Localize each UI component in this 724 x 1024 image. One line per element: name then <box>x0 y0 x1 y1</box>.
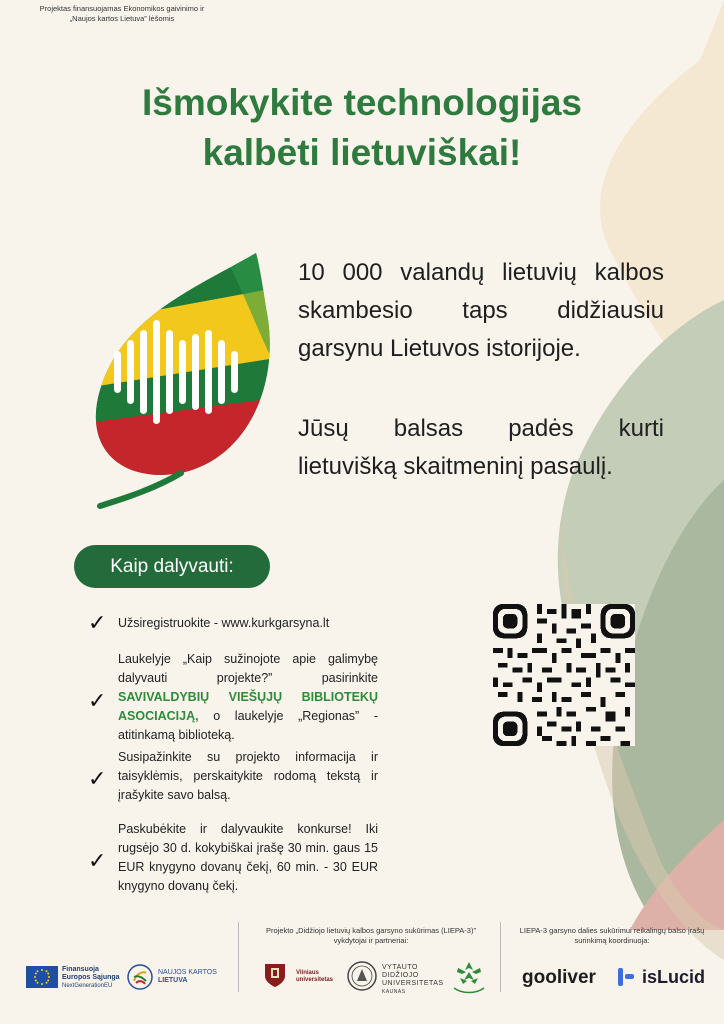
steps-list <box>88 612 378 910</box>
intro-paragraph-2 <box>298 410 664 486</box>
step-item <box>88 612 378 650</box>
qr-code[interactable] <box>493 604 635 746</box>
logo-text: Finansuoja <box>62 966 99 973</box>
footer-divider <box>238 922 239 992</box>
logo-text: KAUNAS <box>382 989 406 995</box>
logo-text: VYTAUTO <box>382 964 418 971</box>
gooliver-logo: gooliver <box>522 967 596 988</box>
how-to-participate-badge: Kaip dalyvauti: <box>74 545 270 588</box>
vdu-seal-icon <box>346 960 378 992</box>
logo-text: universitetas <box>296 977 334 983</box>
intro-line: 10 000 valandų lietuvių kalbos <box>298 259 664 286</box>
footer-partners-note <box>246 926 496 946</box>
islucid-logo: isLucid <box>642 967 706 987</box>
step-text-part: o laukelyje „Regionas” - atitinkamą biblioteką. <box>118 709 378 742</box>
logo-text: NAUJOS KARTOS <box>158 969 217 976</box>
logo-text: UNIVERSITETAS <box>382 980 444 987</box>
footer-text: LIEPA-3 garsyno dalies sukūrimui reikalingų balso įrašų <box>519 926 705 935</box>
step-text: Paskubėkite ir dalyvaukite konkurse! Iki rugsėjo 30 d. kokybiškai įrašę 30 min. gaus 15 EUR knygyno dovanų čekį, 60 min. - 30 EUR knygyno dovanų čekį. <box>118 822 378 893</box>
islucid-logo-icon <box>616 966 636 988</box>
naujos-kartos-lietuva-logo-icon <box>126 963 154 991</box>
step-item <box>88 748 378 820</box>
vilniaus-universitetas-crest-icon <box>260 960 290 990</box>
checkmark-icon: ✓ <box>88 848 107 873</box>
footer-text: „Naujos kartos Lietuva” lėšomis <box>69 14 175 23</box>
library-association-highlight: SAVIVALDYBIŲ VIEŠŲJŲ BIBLIOTEKŲ ASOCIACIJĄ, <box>118 690 378 723</box>
checkmark-icon: ✓ <box>88 688 107 713</box>
intro-line: garsynu Lietuvos istorijoje. <box>298 335 581 362</box>
logo-text: Europos Sąjunga <box>62 974 120 981</box>
eu-funding-logo-text <box>62 966 120 990</box>
footer-funding-note <box>12 4 232 24</box>
vdu-logo-text <box>382 964 444 996</box>
eu-flag-icon <box>26 966 58 988</box>
step-text: Užsiregistruokite - www.kurkgarsyna.lt <box>118 616 330 630</box>
footer-text: Projektas finansuojamas Ekonomikos gaivinimo ir <box>39 4 205 13</box>
logo-text: DIDŽIOJO <box>382 972 419 979</box>
logo-text: LIETUVA <box>158 977 188 984</box>
intro-line: lietuvišką skaitmeninį pasaulį. <box>298 453 613 480</box>
intro-line: skambesio taps didžiausiu <box>298 297 664 324</box>
intro-paragraph-1 <box>298 254 664 368</box>
library-association-logo-icon <box>446 958 492 998</box>
footer-coordinators-note <box>508 926 716 946</box>
headline-line-2: kalbėti lietuviškai! <box>202 132 522 173</box>
leaf-soundwave-logo <box>86 248 276 513</box>
headline <box>0 78 724 178</box>
checkmark-icon: ✓ <box>88 766 107 791</box>
checkmark-icon: ✓ <box>88 610 107 635</box>
logo-text: NextGenerationEU <box>62 983 113 989</box>
step-text <box>118 650 378 745</box>
footer-text: surinkimą koordinuoja: <box>574 936 650 945</box>
vilniaus-universitetas-text <box>296 970 333 984</box>
step-text: Susipažinkite su projekto informacija ir taisyklėmis, perskaitykite rodomą tekstą ir įrašykite savo balsą. <box>118 750 378 802</box>
footer-text: vykdytojai ir partneriai: <box>333 936 409 945</box>
step-item <box>88 820 378 910</box>
step-item <box>88 650 378 748</box>
intro-line: Jūsų balsas padės kurti <box>298 415 664 442</box>
headline-line-1: Išmokykite technologijas <box>141 82 583 123</box>
step-text-part: Laukelyje „Kaip sužinojote apie galimybę dalyvauti projekte?” pasirinkite <box>118 652 378 685</box>
footer-divider <box>500 922 501 992</box>
naujos-kartos-lietuva-logo-text <box>158 969 217 985</box>
footer-text: Projekto „Didžiojo lietuvių kalbos garsyno sukūrimas (LIEPA-3)” <box>266 926 476 935</box>
logo-text: Vilniaus <box>296 970 319 976</box>
